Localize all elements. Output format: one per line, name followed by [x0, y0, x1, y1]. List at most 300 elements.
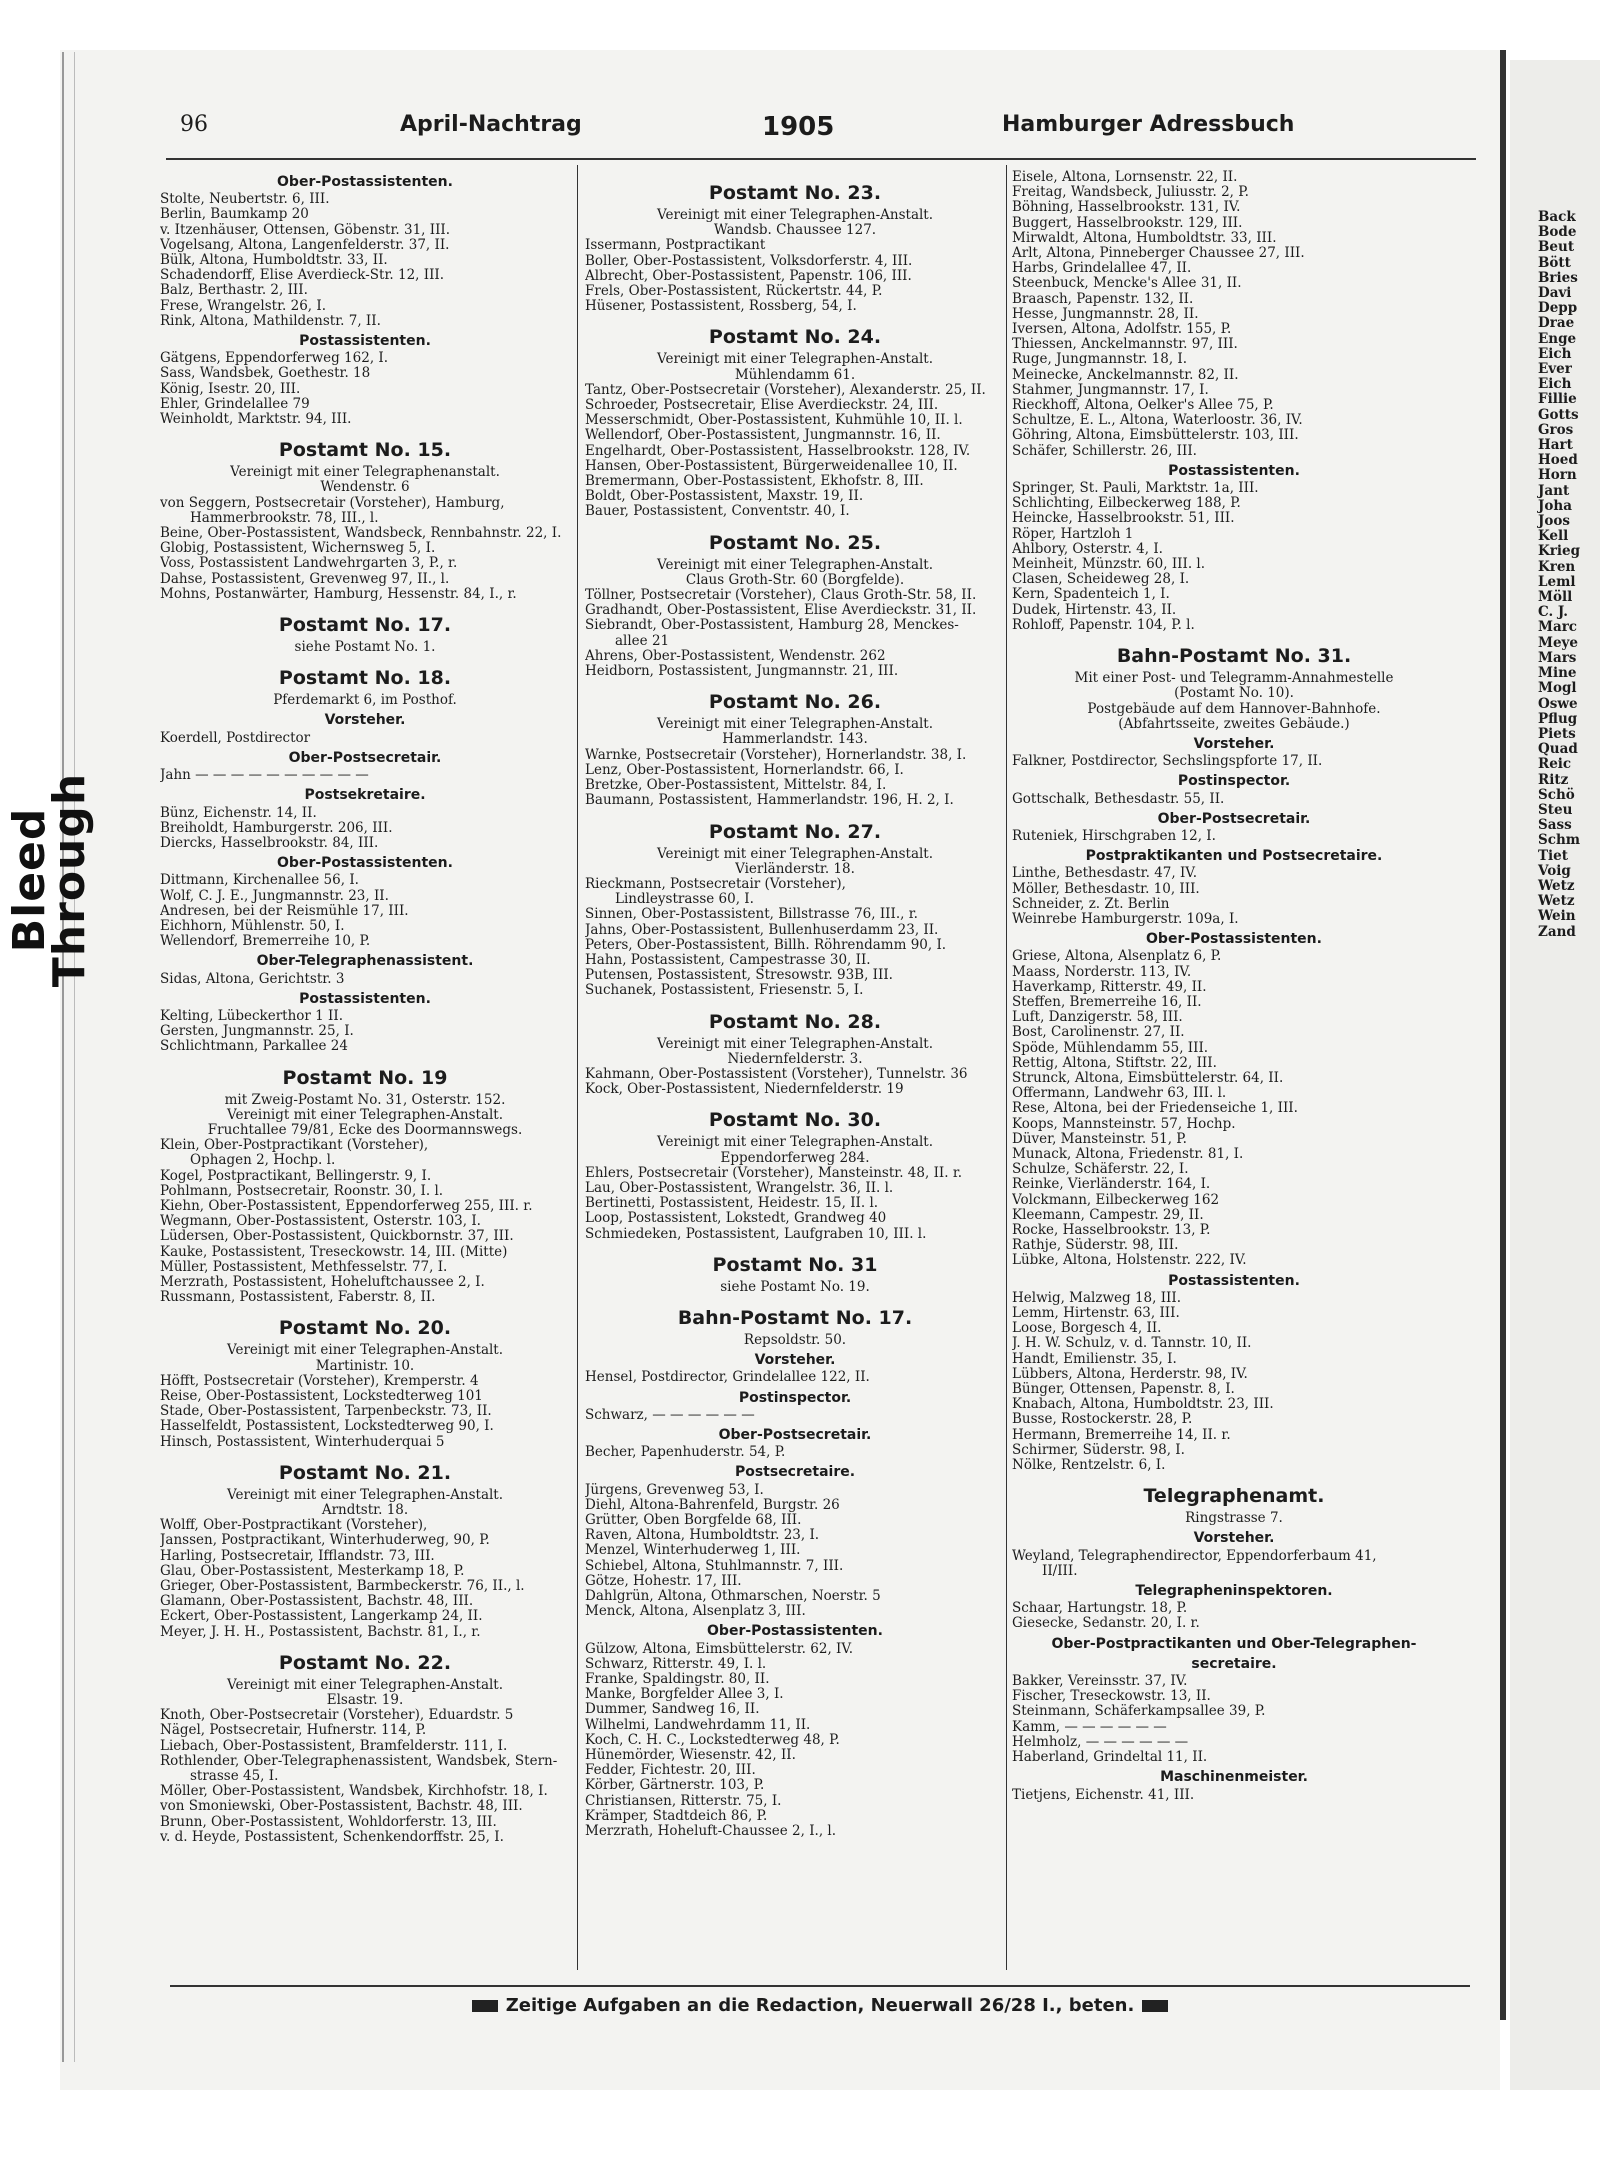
- facing-page-fragment-line: Krieg: [1538, 543, 1581, 560]
- facing-page-fragment-line: Möll: [1538, 589, 1573, 606]
- directory-entry: Kern, Spadenteich 1, I.: [1012, 587, 1170, 603]
- facing-page-fragment-line: Mogl: [1538, 680, 1577, 697]
- directory-entry: Kelting, Lübeckerthor 1 II.: [160, 1008, 343, 1024]
- directory-entry: Berlin, Baumkamp 20: [160, 207, 309, 223]
- directory-entry: Diehl, Altona-Bahrenfeld, Burgstr. 26: [585, 1497, 840, 1513]
- directory-entry: Albrecht, Ober-Postassistent, Papenstr. 106, III.: [585, 268, 912, 284]
- section-subheading: Vorsteher.: [754, 1352, 836, 1369]
- facing-page-fragment-line: Marc: [1538, 619, 1578, 636]
- directory-entry: Knoth, Ober-Postsecretair (Vorsteher), Eduardstr. 5: [160, 1708, 514, 1724]
- facing-page-fragment-line: Wetz: [1538, 893, 1575, 910]
- section-note: Vereinigt mit einer Telegraphen-Anstalt.: [656, 845, 934, 862]
- directory-entry: Bremermann, Ober-Postassistent, Ekhofstr. 8, III.: [585, 474, 924, 490]
- section-subheading: Ober-Postpractikanten und Ober-Telegraphen-: [1051, 1635, 1417, 1652]
- directory-entry: Ahlbory, Osterstr. 4, I.: [1012, 541, 1163, 557]
- directory-entry: Bretzke, Ober-Postassistent, Mittelstr. 84, I.: [585, 778, 887, 794]
- column-left: [160, 170, 570, 1845]
- directory-entry: Lübke, Altona, Holstenstr. 222, IV.: [1012, 1253, 1247, 1269]
- entry-continuation: allee 21: [615, 633, 670, 649]
- directory-entry: Schaar, Hartungstr. 18, P.: [1012, 1601, 1188, 1617]
- directory-entry: Dudek, Hirtenstr. 43, II.: [1012, 602, 1177, 618]
- directory-entry: Eisele, Altona, Lornsenstr. 22, II.: [1012, 170, 1238, 185]
- facing-page-fragment-line: Gros: [1538, 421, 1574, 438]
- directory-entry: Schroeder, Postsecretair, Elise Averdieckstr. 24, III.: [585, 398, 939, 414]
- directory-entry: Schneider, z. Zt. Berlin: [1012, 896, 1170, 912]
- directory-entry: Wilhelmi, Landwehrdamm 11, II.: [585, 1717, 811, 1733]
- directory-entry: Liebach, Ober-Postassistent, Bramfelderstr. 111, I.: [160, 1738, 508, 1754]
- directory-entry: Hüsener, Postassistent, Rossberg, 54, I.: [585, 299, 857, 315]
- directory-entry: Christiansen, Ritterstr. 75, I.: [585, 1793, 782, 1809]
- directory-entry: Schadendorff, Elise Averdieck-Str. 12, III.: [160, 268, 445, 284]
- directory-entry: Balz, Berthastr. 2, III.: [160, 283, 308, 299]
- section-note: Vereinigt mit einer Telegraphen-Anstalt.: [226, 1342, 504, 1359]
- directory-entry: Helmholz, — — — — — —: [1012, 1734, 1189, 1750]
- directory-entry: Andresen, bei der Reismühle 17, III.: [160, 903, 409, 919]
- directory-entry: Hünemörder, Wiesenstr. 42, II.: [585, 1748, 796, 1764]
- directory-entry: Rese, Altona, bei der Friedenseiche 1, III.: [1012, 1101, 1298, 1117]
- section-note: Mühlendamm 61.: [734, 366, 856, 383]
- directory-entry: Schiebel, Altona, Stuhlmannstr. 7, III.: [585, 1558, 844, 1574]
- directory-entry: Peters, Ober-Postassistent, Billh. Röhrendamm 90, I.: [585, 937, 947, 953]
- directory-entry: Krämper, Stadtdeich 86, P.: [585, 1808, 768, 1824]
- directory-entry: Hensel, Postdirector, Grindelallee 122, II.: [585, 1370, 870, 1386]
- directory-entry: Gottschalk, Bethesdastr. 55, II.: [1012, 791, 1225, 807]
- directory-entry: Fischer, Treseckowstr. 13, II.: [1012, 1689, 1211, 1705]
- facing-page-text: [1510, 210, 1580, 940]
- directory-entry: Glau, Ober-Postassistent, Mesterkamp 18, P.: [160, 1563, 465, 1579]
- section-note: Hammerlandstr. 143.: [722, 731, 868, 748]
- directory-entry: Frels, Ober-Postassistent, Rückertstr. 44, P.: [585, 284, 883, 300]
- entry-continuation: II/III.: [1042, 1563, 1078, 1579]
- directory-entry: Arlt, Altona, Pinneberger Chaussee 27, III.: [1012, 246, 1305, 262]
- facing-page-fragment-line: Meye: [1538, 634, 1578, 651]
- section-subheading: Ober-Telegraphenassistent.: [256, 953, 474, 970]
- directory-entry: Meyer, J. H. H., Postassistent, Bachstr. 81, I., r.: [160, 1624, 481, 1640]
- directory-entry: Kauke, Postassistent, Treseckowstr. 14, III. (Mitte): [160, 1244, 508, 1260]
- footer-text: Zeitige Aufgaben an die Redaction, Neuerwall 26/28 I., beten.: [505, 1995, 1135, 2016]
- directory-entry: Schultze, E. L., Altona, Waterloostr. 36, IV.: [1012, 413, 1303, 429]
- directory-entry: Stahmer, Jungmannstr. 17, I.: [1012, 382, 1209, 398]
- directory-entry: Knabach, Altona, Humboldtstr. 23, III.: [1012, 1397, 1274, 1413]
- section-heading: Postamt No. 24.: [708, 326, 882, 349]
- header-rule: [166, 158, 1476, 160]
- section-subheading: Postassistenten.: [1168, 1272, 1300, 1289]
- section-subheading: Ober-Postsecretair.: [1157, 810, 1311, 827]
- facing-page-fragment-line: Sass: [1538, 817, 1572, 834]
- directory-entry: Franke, Spaldingstr. 80, II.: [585, 1672, 770, 1688]
- directory-entry: Ahrens, Ober-Postassistent, Wendenstr. 262: [585, 648, 886, 664]
- directory-entry: Kleemann, Campestr. 29, II.: [1012, 1207, 1204, 1223]
- directory-entry: Rothlender, Ober-Telegraphenassistent, Wandsbek, Stern-: [160, 1753, 558, 1769]
- directory-entry: Schlichtmann, Parkallee 24: [160, 1039, 348, 1055]
- directory-entry: Brunn, Ober-Postassistent, Wohldorferstr. 13, III.: [160, 1814, 497, 1830]
- section-heading: Postamt No. 26.: [708, 691, 882, 714]
- section-subheading: Postsekretaire.: [304, 787, 426, 804]
- directory-entry: Rohloff, Papenstr. 104, P. l.: [1012, 617, 1195, 633]
- section-note: siehe Postamt No. 19.: [720, 1278, 870, 1295]
- directory-entry: Hesse, Jungmannstr. 28, II.: [1012, 306, 1199, 322]
- section-heading: Postamt No. 27.: [708, 820, 882, 843]
- directory-entry: Schwarz, — — — — — —: [585, 1407, 755, 1423]
- directory-entry: Mirwaldt, Altona, Humboldtstr. 33, III.: [1012, 230, 1277, 246]
- directory-entry: Helwig, Malzweg 18, III.: [1012, 1290, 1182, 1306]
- section-note: Vereinigt mit einer Telegraphen-Anstalt.: [656, 1035, 934, 1052]
- column-divider: [1006, 165, 1007, 1970]
- directory-entry: Dummer, Sandweg 16, II.: [585, 1702, 760, 1718]
- directory-entry: Böhning, Hasselbrookstr. 131, IV.: [1012, 200, 1241, 216]
- section-note: (Postamt No. 10).: [1174, 685, 1294, 702]
- section-note: Vereinigt mit einer Telegraphen-Anstalt.: [656, 207, 934, 223]
- directory-entry: Lübbers, Altona, Herderstr. 98, IV.: [1012, 1366, 1248, 1382]
- section-note: Repsoldstr. 50.: [743, 1331, 847, 1348]
- directory-entry: Thiessen, Anckelmannstr. 97, III.: [1012, 337, 1238, 353]
- directory-entry: Spöde, Mühlendamm 55, III.: [1012, 1040, 1209, 1056]
- page-edge: [62, 52, 75, 2062]
- directory-entry: Rieckhoff, Altona, Oelker's Allee 75, P.: [1012, 398, 1274, 414]
- section-subheading: secretaire.: [1191, 1655, 1277, 1672]
- directory-entry: Menzel, Winterhuderweg 1, III.: [585, 1543, 801, 1559]
- section-note: Niedernfelderstr. 3.: [727, 1050, 863, 1067]
- directory-entry: Bost, Carolinenstr. 27, II.: [1012, 1025, 1185, 1041]
- directory-entry: Hinsch, Postassistent, Winterhuderquai 5: [160, 1434, 445, 1450]
- section-subheading: Postinspector.: [738, 1389, 852, 1406]
- directory-entry: Wolff, Ober-Postpractikant (Vorsteher),: [160, 1518, 428, 1534]
- section-note: Arndtstr. 18.: [321, 1502, 409, 1519]
- section-note: Vereinigt mit einer Telegraphen-Anstalt.: [656, 1134, 934, 1151]
- directory-entry: Schäfer, Schillerstr. 26, III.: [1012, 443, 1197, 459]
- directory-entry: Clasen, Scheideweg 28, I.: [1012, 572, 1190, 588]
- section-note: Vereinigt mit einer Telegraphen-Anstalt.: [656, 351, 934, 368]
- directory-entry: Lemm, Hirtenstr. 63, III.: [1012, 1306, 1180, 1322]
- directory-entry: Töllner, Postsecretair (Vorsteher), Claus Groth-Str. 58, II.: [585, 588, 977, 604]
- pointing-hand-icon: [472, 2000, 498, 2012]
- directory-entry: Haverkamp, Ritterstr. 49, II.: [1012, 979, 1207, 995]
- directory-entry: Jürgens, Grevenweg 53, I.: [585, 1482, 764, 1498]
- directory-entry: Wolf, C. J. E., Jungmannstr. 23, II.: [160, 888, 389, 904]
- directory-entry: Kamm, — — — — — —: [1012, 1719, 1167, 1735]
- facing-page-fragment-line: Zand: [1538, 923, 1576, 940]
- directory-entry: Dahse, Postassistent, Grevenweg 97, II., l.: [160, 571, 450, 587]
- section-subheading: Vorsteher.: [1193, 1530, 1275, 1547]
- directory-entry: Hasselfeldt, Postassistent, Lockstedterweg 90, I.: [160, 1419, 494, 1435]
- directory-entry: Iversen, Altona, Adolfstr. 155, P.: [1012, 322, 1232, 338]
- pointing-hand-icon: [1142, 2000, 1168, 2012]
- directory-entry: Göhring, Altona, Eimsbüttelerstr. 103, III.: [1012, 428, 1299, 444]
- facing-page-fragment-line: Bries: [1538, 269, 1578, 286]
- entry-continuation: Hammerbrookstr. 78, III., l.: [190, 510, 379, 526]
- directory-entry: Rieckmann, Postsecretair (Vorsteher),: [585, 876, 846, 892]
- directory-entry: Gersten, Jungmannstr. 25, I.: [160, 1024, 354, 1040]
- directory-entry: Becher, Papenhuderstr. 54, P.: [585, 1445, 786, 1461]
- directory-entry: Kiehn, Ober-Postassistent, Eppendorferweg 255, III. r.: [160, 1198, 533, 1214]
- facing-page-fragment-line: Jant: [1538, 482, 1570, 499]
- section-heading: Postamt No. 18.: [278, 667, 452, 690]
- section-heading: Postamt No. 22.: [278, 1651, 452, 1674]
- section-heading: Postamt No. 15.: [278, 439, 452, 462]
- directory-entry: Merzrath, Hoheluft-Chaussee 2, I., l.: [585, 1824, 837, 1840]
- directory-entry: von Seggern, Postsecretair (Vorsteher), Hamburg,: [160, 495, 505, 511]
- section-subheading: Ober-Postsecretair.: [288, 749, 442, 766]
- section-note: Wandsb. Chaussee 127.: [713, 222, 877, 239]
- facing-page-fragment-line: Back: [1538, 209, 1576, 225]
- section-subheading: Postassistenten.: [299, 333, 431, 350]
- section-subheading: Ober-Postassistenten.: [707, 1623, 883, 1640]
- section-subheading: Maschinenmeister.: [1160, 1769, 1308, 1786]
- column-middle: [585, 170, 1005, 1839]
- directory-entry: Janssen, Postpractikant, Winterhuderweg, 90, P.: [160, 1533, 490, 1549]
- facing-page-fragment-line: Schm: [1538, 832, 1581, 849]
- directory-entry: Kogel, Postpractikant, Bellingerstr. 9, I.: [160, 1168, 432, 1184]
- directory-entry: Globig, Postassistent, Wichernsweg 5, I.: [160, 541, 436, 557]
- directory-entry: Koops, Mannsteinstr. 57, Hochp.: [1012, 1116, 1236, 1132]
- directory-entry: Loose, Borgesch 4, II.: [1012, 1321, 1162, 1337]
- section-note: Martinistr. 10.: [315, 1357, 415, 1374]
- section-heading: Postamt No. 25.: [708, 531, 882, 554]
- directory-entry: Freitag, Wandsbeck, Juliusstr. 2, P.: [1012, 185, 1249, 201]
- directory-entry: von Smoniewski, Ober-Postassistent, Bachstr. 48, III.: [160, 1799, 523, 1815]
- directory-entry: Sidas, Altona, Gerichtstr. 3: [160, 971, 345, 987]
- section-note: Vereinigt mit einer Telegraphen-Anstalt.: [226, 1486, 504, 1503]
- directory-entry: Harbs, Grindelallee 47, II.: [1012, 261, 1192, 277]
- directory-entry: Nägel, Postsecretair, Hufnerstr. 114, P.: [160, 1723, 427, 1739]
- header-left-title: April-Nachtrag: [400, 112, 582, 137]
- directory-entry: Höfft, Postsecretair (Vorsteher), Kremperstr. 4: [160, 1373, 479, 1389]
- directory-entry: Ruge, Jungmannstr. 18, I.: [1012, 352, 1188, 368]
- directory-entry: Düver, Mansteinstr. 51, P.: [1012, 1131, 1187, 1147]
- entry-continuation: Ophagen 2, Hochp. l.: [190, 1153, 336, 1169]
- directory-entry: Wellendorf, Ober-Postassistent, Jungmannstr. 16, II.: [585, 428, 941, 444]
- facing-page-fragment-line: Joos: [1538, 513, 1570, 530]
- directory-entry: Koerdell, Postdirector: [160, 730, 311, 746]
- header-right-title: Hamburger Adressbuch: [1002, 112, 1295, 137]
- directory-entry: Gätgens, Eppendorferweg 162, I.: [160, 351, 389, 367]
- directory-entry: Stolte, Neubertstr. 6, III.: [160, 192, 330, 208]
- bleed-through-label: Bleed Through: [10, 700, 50, 1060]
- facing-page-fragment-line: Leml: [1538, 573, 1576, 590]
- directory-entry: Rathje, Süderstr. 98, III.: [1012, 1238, 1179, 1254]
- facing-page-fragment-line: Eich: [1538, 376, 1572, 393]
- section-subheading: Telegrapheninspektoren.: [1135, 1583, 1333, 1600]
- section-subheading: Postassistenten.: [299, 990, 431, 1007]
- directory-entry: Bertinetti, Postassistent, Heidestr. 15, II. l.: [585, 1196, 879, 1212]
- directory-entry: Steinmann, Schäferkampsallee 39, P.: [1012, 1704, 1266, 1720]
- directory-entry: Steenbuck, Mencke's Allee 31, II.: [1012, 276, 1242, 292]
- header-year: 1905: [762, 112, 835, 142]
- directory-entry: Möller, Bethesdastr. 10, III.: [1012, 881, 1200, 897]
- directory-entry: Baumann, Postassistent, Hammerlandstr. 196, H. 2, I.: [585, 793, 954, 809]
- directory-entry: Voss, Postassistent Landwehrgarten 3, P., r.: [160, 556, 458, 572]
- directory-entry: Busse, Rostockerstr. 28, P.: [1012, 1412, 1193, 1428]
- facing-page-fragment-line: Hoed: [1538, 452, 1578, 469]
- directory-entry: Boldt, Ober-Postassistent, Maxstr. 19, II.: [585, 489, 864, 505]
- directory-entry: Wegmann, Ober-Postassistent, Osterstr. 103, I.: [160, 1214, 481, 1230]
- facing-page-fragment-line: Eich: [1538, 345, 1572, 362]
- directory-entry: Meinheit, Münzstr. 60, III. l.: [1012, 557, 1206, 573]
- section-heading: Postamt No. 31: [712, 1253, 878, 1276]
- directory-entry: Ehlers, Postsecretair (Vorsteher), Mansteinstr. 48, II. r.: [585, 1165, 963, 1181]
- directory-entry: Issermann, Postpractikant: [585, 238, 766, 254]
- directory-entry: Manke, Borgfelder Allee 3, I.: [585, 1687, 784, 1703]
- facing-page-fragment-line: Depp: [1538, 300, 1578, 317]
- page-header: [170, 112, 1470, 146]
- directory-entry: Müller, Postassistent, Methfesselstr. 77, I.: [160, 1259, 448, 1275]
- section-note: Ringstrasse 7.: [1185, 1510, 1283, 1527]
- directory-entry: Gradhandt, Ober-Postassistent, Elise Averdieckstr. 31, II.: [585, 603, 977, 619]
- facing-page-fragment-line: Drae: [1538, 315, 1575, 332]
- directory-entry: Strunck, Altona, Eimsbüttelerstr. 64, II.: [1012, 1070, 1284, 1086]
- directory-entry: Diercks, Hasselbrookstr. 84, III.: [160, 835, 379, 851]
- facing-page-fragment-line: Pflug: [1538, 710, 1578, 727]
- section-note: Fruchtallee 79/81, Ecke des Doormannswegs.: [207, 1121, 523, 1138]
- section-note: Eppendorferweg 284.: [720, 1149, 870, 1166]
- directory-entry: Rocke, Hasselbrookstr. 13, P.: [1012, 1223, 1211, 1238]
- book-binding: [1500, 50, 1506, 2020]
- directory-entry: Offermann, Landwehr 63, III. l.: [1012, 1086, 1227, 1102]
- directory-entry: Heincke, Hasselbrookstr. 51, III.: [1012, 511, 1235, 527]
- section-note: siehe Postamt No. 1.: [294, 639, 436, 656]
- directory-entry: Bünger, Ottensen, Papenstr. 8, I.: [1012, 1382, 1235, 1398]
- directory-entry: Bakker, Vereinsstr. 37, IV.: [1012, 1674, 1188, 1690]
- facing-page-fragment-line: Tiet: [1538, 847, 1568, 864]
- directory-entry: Wellendorf, Bremerreihe 10, P.: [160, 934, 371, 950]
- directory-entry: Schirmer, Süderstr. 98, I.: [1012, 1442, 1185, 1458]
- directory-entry: Ehler, Grindelallee 79: [160, 396, 310, 412]
- directory-entry: Steffen, Bremerreihe 16, II.: [1012, 994, 1202, 1010]
- section-note: mit Zweig-Postamt No. 31, Osterstr. 152.: [224, 1091, 506, 1108]
- facing-page-fragment-line: Quad: [1538, 741, 1578, 758]
- directory-entry: Weinholdt, Marktstr. 94, III.: [160, 412, 352, 428]
- facing-page-fragment-line: Hart: [1538, 437, 1573, 454]
- directory-entry: Breiholdt, Hamburgerstr. 206, III.: [160, 820, 393, 836]
- section-note: (Abfahrtsseite, zweites Gebäude.): [1118, 715, 1350, 732]
- facing-page-fragment-line: Voig: [1538, 862, 1571, 879]
- section-heading: Bahn-Postamt No. 17.: [677, 1306, 913, 1329]
- directory-entry: Messerschmidt, Ober-Postassistent, Kuhmühle 10, II. l.: [585, 413, 963, 429]
- directory-entry: Boller, Ober-Postassistent, Volksdorferstr. 4, III.: [585, 253, 913, 269]
- directory-entry: Möller, Ober-Postassistent, Wandsbek, Kirchhofstr. 18, I.: [160, 1784, 548, 1800]
- directory-entry: Buggert, Hasselbrookstr. 129, III.: [1012, 215, 1243, 231]
- section-note: Wendenstr. 6: [320, 479, 410, 496]
- directory-entry: Bülk, Altona, Humboldtstr. 33, II.: [160, 253, 388, 269]
- section-heading: Postamt No. 17.: [278, 614, 452, 637]
- directory-entry: Fedder, Fichtestr. 20, III.: [585, 1763, 756, 1779]
- facing-page-fragment-line: Joha: [1538, 497, 1572, 514]
- page-number: 96: [180, 112, 208, 137]
- directory-entry: Ruteniek, Hirschgraben 12, I.: [1012, 828, 1216, 844]
- facing-page-fragment-line: Kren: [1538, 558, 1576, 575]
- directory-entry: Tantz, Ober-Postsecretair (Vorsteher), Alexanderstr. 25, II.: [585, 382, 986, 398]
- section-heading: Bahn-Postamt No. 31.: [1116, 645, 1352, 668]
- directory-entry: Glamann, Ober-Postassistent, Bachstr. 48, III.: [160, 1594, 474, 1610]
- directory-entry: Handt, Emilienstr. 35, I.: [1012, 1351, 1177, 1367]
- directory-entry: Weinrebe Hamburgerstr. 109a, I.: [1012, 911, 1239, 927]
- directory-entry: Schlichting, Eilbeckerweg 188, P.: [1012, 496, 1241, 512]
- section-heading: Postamt No. 20.: [278, 1317, 452, 1340]
- facing-page-fragment-line: Schö: [1538, 786, 1575, 803]
- directory-entry: Klein, Ober-Postpractikant (Vorsteher),: [160, 1138, 429, 1154]
- facing-page-fragment-line: Wein: [1538, 908, 1576, 925]
- directory-entry: Frese, Wrangelstr. 26, I.: [160, 298, 327, 314]
- directory-entry: Jahn — — — — — — — — — —: [160, 768, 369, 784]
- section-note: Vereinigt mit einer Telegraphen-Anstalt.: [656, 556, 934, 573]
- facing-page-fragment-line: Bode: [1538, 224, 1577, 241]
- directory-entry: Jahns, Ober-Postassistent, Bullenhuserdamm 23, II.: [585, 922, 939, 938]
- section-note: Mit einer Post- und Telegramm-Annahmestelle: [1074, 670, 1394, 687]
- facing-page-fragment-line: Piets: [1538, 725, 1576, 742]
- directory-entry: Munack, Altona, Friedenstr. 81, I.: [1012, 1146, 1244, 1162]
- directory-entry: Luft, Danzigerstr. 58, III.: [1012, 1010, 1183, 1026]
- directory-entry: Götze, Hohestr. 17, III.: [585, 1573, 742, 1589]
- section-heading: Telegraphenamt.: [1143, 1485, 1325, 1508]
- section-subheading: Postinspector.: [1177, 773, 1291, 790]
- facing-page-fragment-line: Oswe: [1538, 695, 1578, 712]
- entry-continuation: strasse 45, I.: [190, 1769, 279, 1785]
- directory-entry: Menck, Altona, Alsenplatz 3, III.: [585, 1604, 806, 1620]
- directory-entry: Lau, Ober-Postassistent, Wrangelstr. 36, II. l.: [585, 1180, 894, 1196]
- section-heading: Postamt No. 30.: [708, 1109, 882, 1132]
- directory-entry: Gülzow, Altona, Eimsbüttelerstr. 62, IV.: [585, 1641, 854, 1657]
- directory-entry: Eichhorn, Mühlenstr. 50, I.: [160, 918, 345, 934]
- column-divider: [577, 165, 578, 1970]
- facing-page-fragment-line: Gotts: [1538, 406, 1579, 423]
- directory-entry: Körber, Gärtnerstr. 103, P.: [585, 1778, 765, 1794]
- section-note: Pferdemarkt 6, im Posthof.: [273, 692, 457, 709]
- section-subheading: Vorsteher.: [324, 712, 406, 729]
- facing-page-fragment-line: Beut: [1538, 239, 1575, 256]
- directory-entry: Hansen, Ober-Postassistent, Bürgerweidenallee 10, II.: [585, 458, 958, 474]
- directory-entry: Reinke, Vierländerstr. 164, I.: [1012, 1177, 1211, 1193]
- directory-entry: Grütter, Oben Borgfelde 68, III.: [585, 1513, 802, 1528]
- section-note: Vierländerstr. 18.: [735, 860, 855, 877]
- section-note: Claus Groth-Str. 60 (Borgfelde).: [685, 571, 905, 588]
- facing-page-fragment-line: Wetz: [1538, 877, 1575, 894]
- section-note: Postgebäude auf dem Hannover-Bahnhofe.: [1087, 700, 1381, 717]
- facing-page-fragment-line: Davi: [1538, 285, 1572, 302]
- facing-page-fragment-line: Bött: [1538, 254, 1571, 271]
- directory-entry: Loop, Postassistent, Lokstedt, Grandweg 40: [585, 1211, 887, 1227]
- directory-entry: Röper, Hartzloh 1: [1012, 526, 1134, 542]
- directory-entry: Beine, Ober-Postassistent, Wandsbeck, Rennbahnstr. 22, I.: [160, 526, 562, 542]
- section-subheading: Postsecretaire.: [734, 1464, 856, 1481]
- directory-entry: Griese, Altona, Alsenplatz 6, P.: [1012, 949, 1222, 965]
- facing-page-fragment-line: Steu: [1538, 801, 1573, 818]
- directory-entry: Falkner, Postdirector, Sechslingspforte 17, II.: [1012, 754, 1323, 770]
- directory-entry: Volckmann, Eilbeckerweg 162: [1012, 1192, 1220, 1208]
- section-subheading: Ober-Postassistenten.: [277, 174, 453, 190]
- facing-page-fragment-line: Reic: [1538, 756, 1572, 773]
- directory-entry: Braasch, Papenstr. 132, II.: [1012, 291, 1194, 307]
- directory-entry: Linthe, Bethesdastr. 47, IV.: [1012, 866, 1197, 882]
- directory-entry: Warnke, Postsecretair (Vorsteher), Hornerlandstr. 38, I.: [585, 747, 967, 763]
- directory-entry: J. H. W. Schulz, v. d. Tannstr. 10, II.: [1012, 1336, 1252, 1352]
- section-subheading: Ober-Postsecretair.: [718, 1426, 872, 1443]
- section-heading: Postamt No. 28.: [708, 1010, 882, 1033]
- directory-entry: Kahmann, Ober-Postassistent (Vorsteher), Tunnelstr. 36: [585, 1066, 968, 1082]
- directory-entry: Dahlgrün, Altona, Othmarschen, Noerstr. 5: [585, 1589, 881, 1605]
- directory-entry: Schwarz, Ritterstr. 49, I. l.: [585, 1656, 767, 1672]
- facing-page-fragment-line: Kell: [1538, 528, 1569, 545]
- directory-entry: Springer, St. Pauli, Marktstr. 1a, III.: [1012, 481, 1259, 497]
- facing-page-fragment: [1510, 60, 1600, 2090]
- directory-entry: Lenz, Ober-Postassistent, Hornerlandstr. 66, I.: [585, 762, 904, 778]
- facing-page-fragment-line: Horn: [1538, 467, 1577, 484]
- directory-entry: v. d. Heyde, Postassistent, Schenkendorffstr. 25, I.: [160, 1829, 504, 1845]
- directory-entry: Schmiedeken, Postassistent, Laufgraben 10, III. l.: [585, 1226, 927, 1242]
- directory-entry: Maass, Norderstr. 113, IV.: [1012, 964, 1192, 980]
- section-heading: Postamt No. 23.: [708, 182, 882, 204]
- section-note: Vereinigt mit einer Telegraphen-Anstalt.: [656, 716, 934, 733]
- section-subheading: Ober-Postassistenten.: [277, 855, 453, 872]
